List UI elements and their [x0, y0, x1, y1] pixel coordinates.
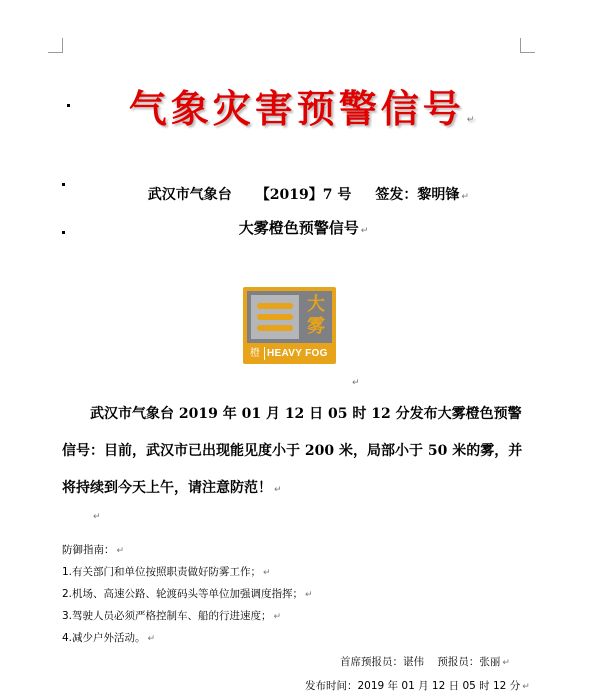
- document-number: 【2019】7 号: [255, 187, 352, 203]
- heavy-fog-orange-signal-icon: [243, 287, 336, 364]
- paragraph-mark-icon: ↵: [274, 485, 282, 495]
- paragraph-mark-icon: ↵: [466, 115, 479, 125]
- fog-bars-icon: [251, 295, 299, 339]
- signal-icon-level: 橙: [250, 348, 260, 359]
- paragraph-mark-icon: ↵: [93, 512, 101, 522]
- document-title: 气象灾害预警信号 ↵: [128, 86, 479, 131]
- guide-item: 1.有关部门和单位按照职责做好防雾工作； ↵: [62, 566, 271, 578]
- page-corner-mark-left: [48, 38, 63, 53]
- paragraph-mark-icon: ↵: [461, 192, 469, 202]
- signal-icon-divider: [264, 347, 265, 360]
- signature-issue-time: 发布时间：2019 年 01 月 12 日 05 时 12 分 ↵: [305, 680, 530, 692]
- signal-icon-panel: [247, 291, 332, 343]
- issuer-name: 武汉市气象台: [147, 187, 232, 203]
- signer: 签发：黎明锋: [375, 187, 460, 203]
- signal-icon-english: HEAVY FOG: [267, 348, 328, 359]
- signal-heading: 大雾橙色预警信号 ↵: [238, 219, 369, 237]
- chief-forecaster: 首席预报员：谌伟: [340, 656, 424, 668]
- signature-forecasters: 首席预报员：谌伟 预报员：张丽 ↵: [340, 656, 510, 668]
- signal-icon-word-2: 雾: [307, 316, 325, 337]
- guide-item: 4.减少户外活动。 ↵: [62, 632, 156, 644]
- warning-body-paragraph: 武汉市气象台 2019 年 01 月 12 日 05 时 12 分发布大雾橙色预警信号：目前，武汉市已出现能见度小于 200 米，局部小于 50 米的雾，并将持续到今天上午，请注意防范！ ↵: [62, 406, 523, 496]
- page-corner-mark-right: [520, 38, 535, 53]
- guide-heading: 防御指南： ↵: [62, 544, 125, 556]
- paragraph-mark-icon: ↵: [360, 226, 369, 236]
- guide-item: 3.驾驶人员必须严格控制车、船的行进速度； ↵: [62, 610, 282, 622]
- guide-item: 2.机场、高速公路、轮渡码头等单位加强调度指挥； ↵: [62, 588, 313, 600]
- defense-guide: [62, 540, 313, 650]
- forecaster: 预报员：张丽: [437, 656, 501, 668]
- document-header-line: [0, 168, 607, 204]
- paragraph-mark-icon: ↵: [352, 378, 360, 388]
- signal-icon-word-1: 大: [307, 294, 325, 315]
